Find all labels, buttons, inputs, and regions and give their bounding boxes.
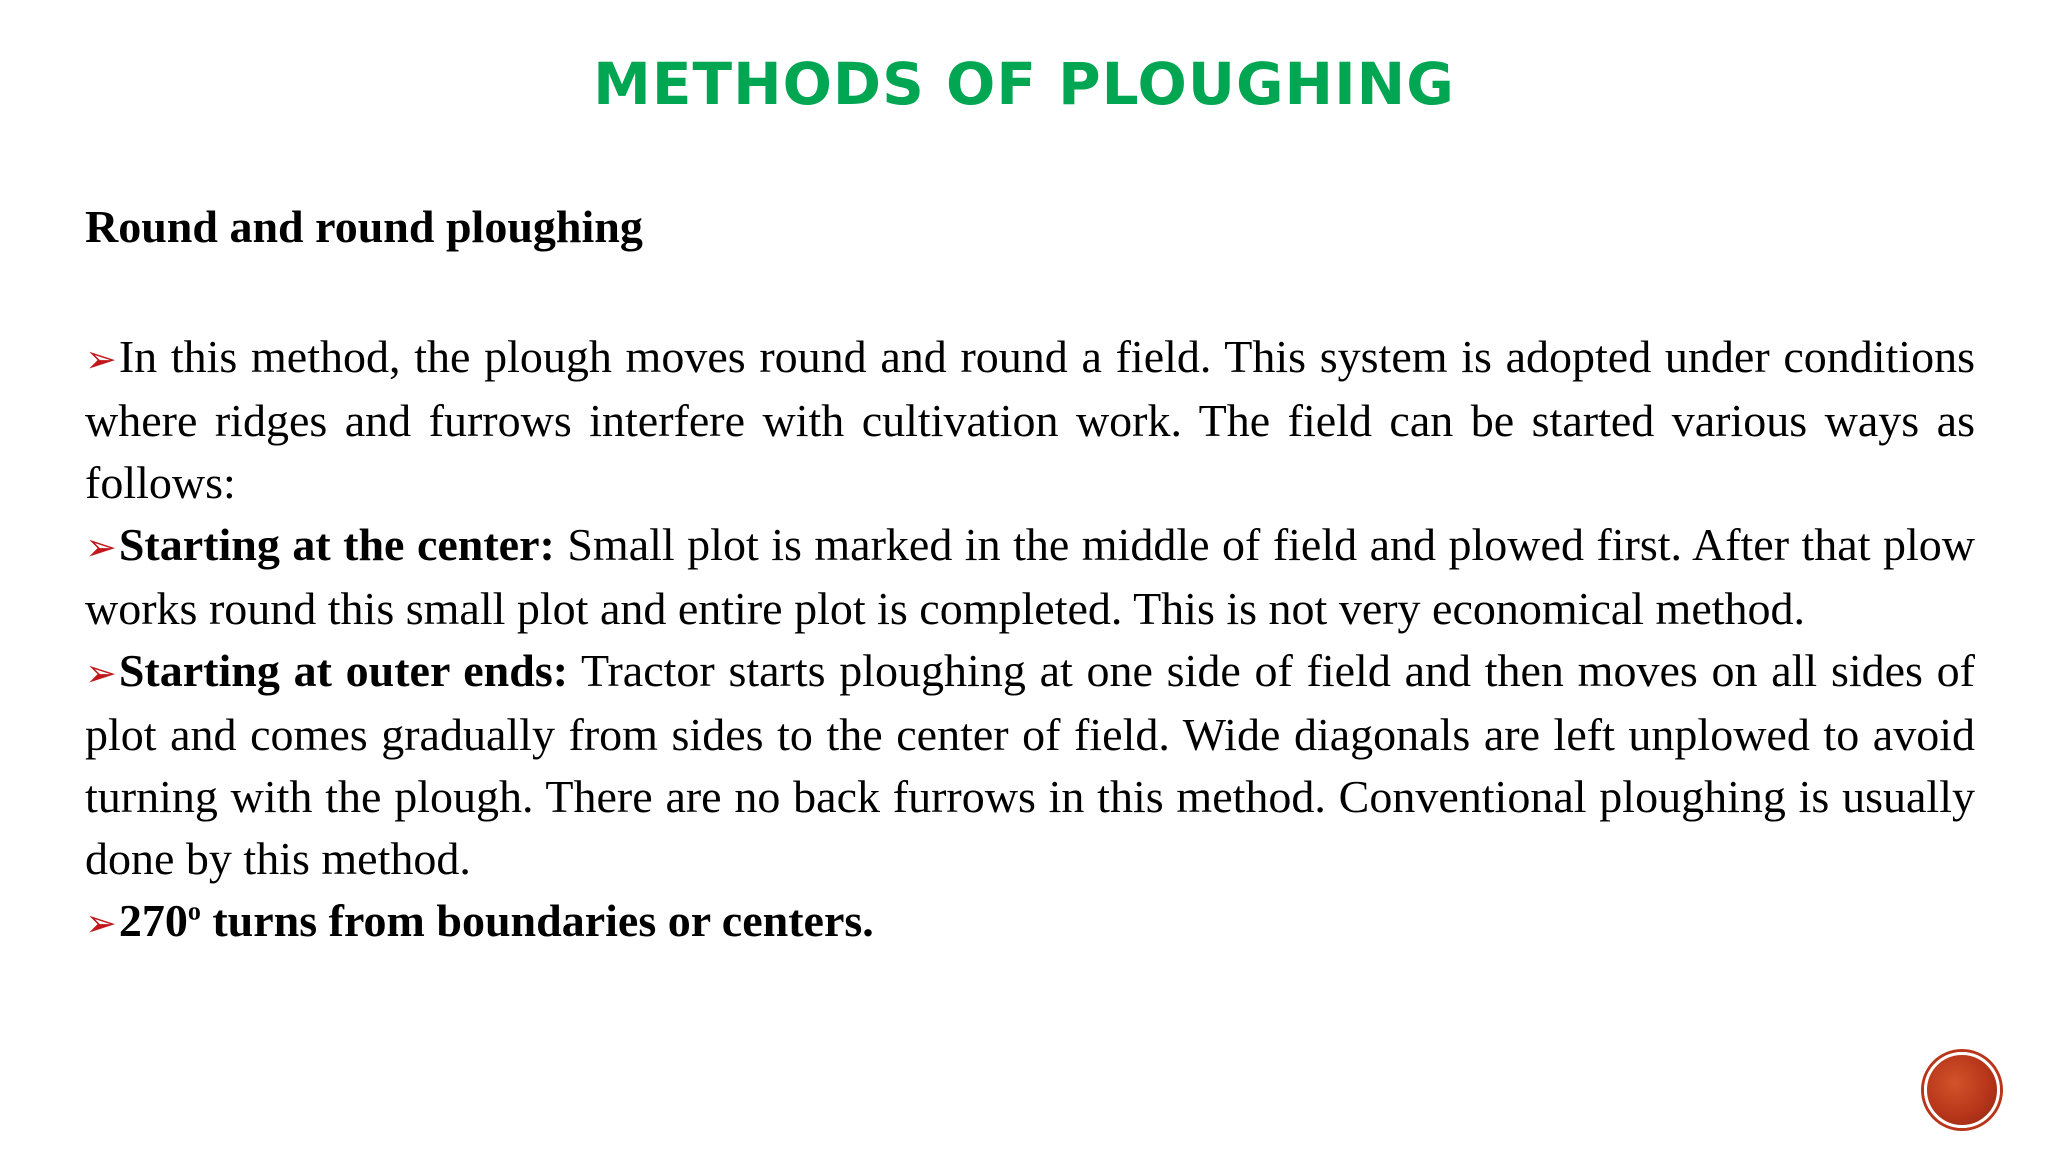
- bullet-text: In this method, the plough moves round and round a field. This system is adopted under conditions where ridges and furrows interfere with cultivation work. The field can be started various ways as follows:: [85, 331, 1975, 508]
- degree-superscript: o: [187, 896, 201, 926]
- arrowhead-bullet-icon: ➢: [85, 651, 117, 695]
- bullet-list: [85, 326, 1975, 954]
- bullet-text: Tractor starts ploughing at one side of field and then moves on all sides of plot and comes gradually from sides to the center of field. Wide diagonals are left unplowed to avoid turning with the plough. There are no back furrows in this method. Conventional ploughing is usually done by this method.: [85, 645, 1975, 884]
- bullet-bold-text: turns from boundaries or centers.: [200, 895, 874, 946]
- circle-nav-icon[interactable]: [1924, 1052, 2000, 1128]
- section-heading: Round and round ploughing: [85, 201, 643, 252]
- bullet-text: Small plot is marked in the middle of field and plowed first. After that plow works round this small plot and entire plot is completed. This is not very economical method.: [85, 519, 1975, 634]
- bullet-bold-number: 270: [118, 895, 188, 946]
- bullet-item-3: [85, 640, 1975, 890]
- bullet-item-2: [85, 514, 1975, 640]
- arrowhead-bullet-icon: ➢: [85, 337, 117, 381]
- bullet-item-1: [85, 326, 1975, 514]
- bullet-bold-label: Starting at outer ends:: [118, 645, 569, 696]
- bullet-bold-label: Starting at the center:: [118, 519, 555, 570]
- arrowhead-bullet-icon: ➢: [85, 901, 117, 945]
- arrowhead-bullet-icon: ➢: [85, 525, 117, 569]
- slide-title: METHODS OF PLOUGHING: [593, 50, 1455, 118]
- bullet-item-4: [85, 890, 1975, 954]
